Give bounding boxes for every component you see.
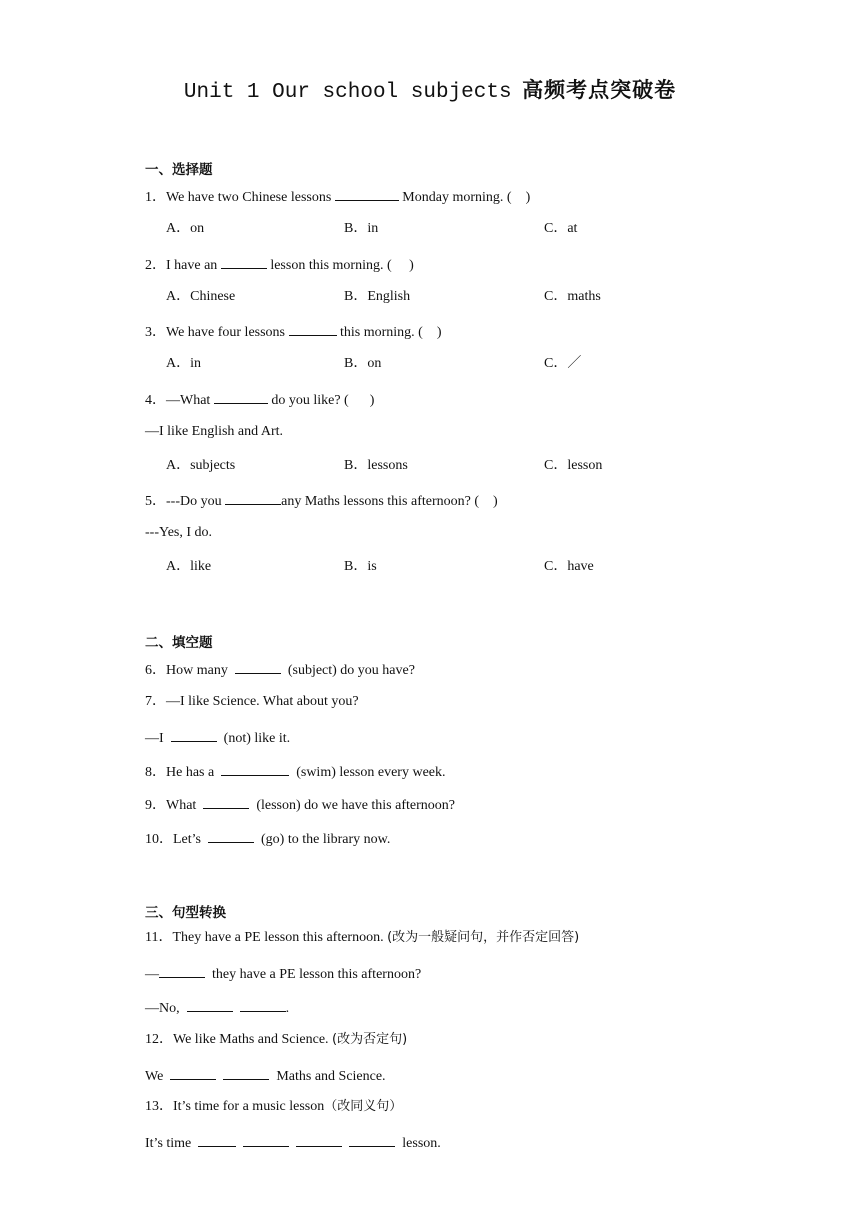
option-c[interactable]: C．have <box>544 559 594 574</box>
section-heading-choice: 一、选择题 <box>145 162 213 178</box>
answer-blank[interactable] <box>349 1132 395 1147</box>
answer-blank[interactable] <box>198 1132 236 1147</box>
answer-blank[interactable] <box>289 321 337 336</box>
answer-blank[interactable] <box>170 1065 216 1080</box>
option-b[interactable]: B．is <box>344 559 377 574</box>
option-b[interactable]: B．English <box>344 289 411 304</box>
answer-blank[interactable] <box>187 997 233 1012</box>
question-11-line-3: —No, . <box>145 997 289 1018</box>
option-c[interactable]: C．at <box>544 221 578 236</box>
answer-blank[interactable] <box>296 1132 342 1147</box>
question-3: 3．We have four lessons this morning. ( ) <box>145 321 442 342</box>
answer-blank[interactable] <box>223 1065 269 1080</box>
option-a[interactable]: A．Chinese <box>166 289 236 304</box>
question-5-answer: ---Yes, I do. <box>145 525 213 540</box>
option-a[interactable]: A．subjects <box>166 458 236 473</box>
question-12: 12．We like Maths and Science. (改为否定句) <box>145 1032 408 1047</box>
option-b[interactable]: B．lessons <box>344 458 408 473</box>
answer-blank[interactable] <box>221 761 289 776</box>
answer-blank[interactable] <box>171 727 217 742</box>
question-7-response: —I (not) like it. <box>145 727 290 748</box>
title-english: Unit 1 Our school subjects <box>183 81 512 104</box>
option-b[interactable]: B．in <box>344 221 379 236</box>
question-13: 13．It’s time for a music lesson（改同义句） <box>145 1099 403 1114</box>
section-heading-transform: 三、句型转换 <box>145 905 226 921</box>
question-12-line-2: We Maths and Science. <box>145 1065 386 1086</box>
answer-blank[interactable] <box>208 828 254 843</box>
question-1: 1．We have two Chinese lessons Monday morning. ( ) <box>145 186 530 207</box>
page-title <box>0 74 860 104</box>
question-8: 8．He has a (swim) lesson every week. <box>145 761 446 782</box>
answer-blank[interactable] <box>235 659 281 674</box>
question-4-answer: —I like English and Art. <box>145 424 284 439</box>
answer-blank[interactable] <box>225 490 281 505</box>
answer-blank[interactable] <box>240 997 286 1012</box>
question-13-line-2: It’s time lesson. <box>145 1132 441 1153</box>
option-c[interactable]: C．／ <box>544 356 582 371</box>
section-heading-fill: 二、填空题 <box>145 635 213 651</box>
question-6: 6．How many (subject) do you have? <box>145 659 415 680</box>
answer-blank[interactable] <box>335 186 399 201</box>
answer-blank[interactable] <box>221 254 267 269</box>
answer-blank[interactable] <box>243 1132 289 1147</box>
question-10: 10．Let’s (go) to the library now. <box>145 828 390 849</box>
option-c[interactable]: C．maths <box>544 289 601 304</box>
question-11: 11．They have a PE lesson this afternoon. (改为一般疑问句，并作否定回答) <box>145 930 580 945</box>
question-7: 7．—I like Science. What about you? <box>145 694 359 709</box>
question-9: 9．What (lesson) do we have this afternoon? <box>145 794 455 815</box>
answer-blank[interactable] <box>214 389 268 404</box>
title-chinese: 高频考点突破卷 <box>522 78 677 102</box>
option-c[interactable]: C．lesson <box>544 458 603 473</box>
option-a[interactable]: A．in <box>166 356 201 371</box>
question-4: 4．—What do you like? ( ) <box>145 389 374 410</box>
question-2: 2．I have an lesson this morning. ( ) <box>145 254 414 275</box>
option-a[interactable]: A．like <box>166 559 212 574</box>
question-5: 5．---Do you any Maths lessons this afternoon? ( ) <box>145 490 498 511</box>
answer-blank[interactable] <box>203 794 249 809</box>
question-11-line-2: — they have a PE lesson this afternoon? <box>145 963 421 984</box>
option-a[interactable]: A．on <box>166 221 205 236</box>
option-b[interactable]: B．on <box>344 356 382 371</box>
answer-blank[interactable] <box>159 963 205 978</box>
